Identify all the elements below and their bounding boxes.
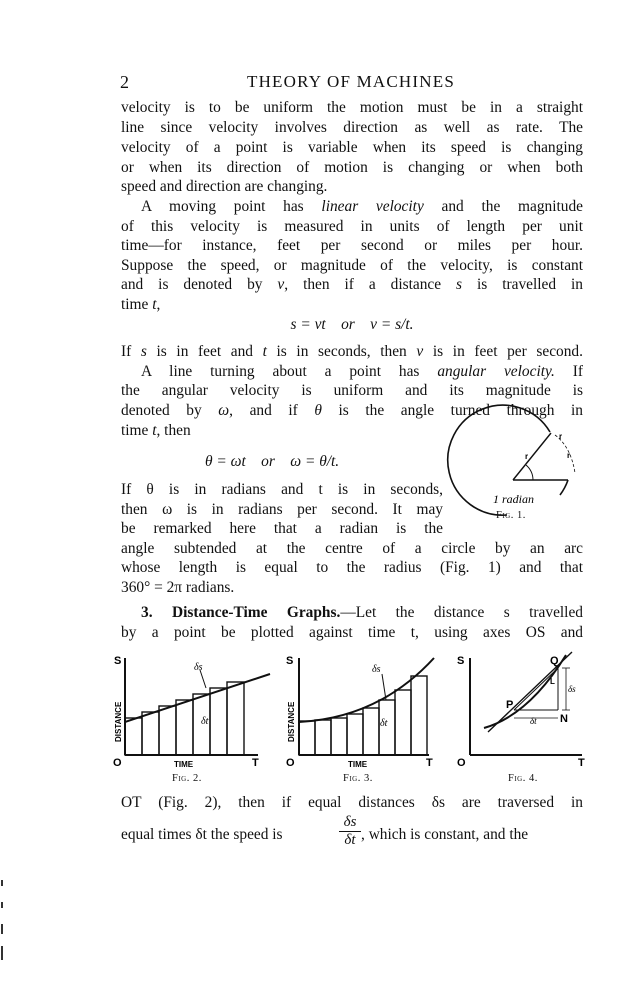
svg-text:δt: δt	[530, 716, 537, 726]
section-heading-line: 3. Distance-Time Graphs.—Let the distance s travelled	[141, 604, 583, 621]
text-line: Suppose the speed, or magnitude of the velocity, is constant	[121, 257, 583, 274]
text-line: time t, then	[121, 422, 191, 439]
text-line: whose length is equal to the radius (Fig. 1) and that	[121, 559, 583, 576]
page-number: 2	[120, 72, 129, 92]
svg-text:δs: δs	[568, 684, 576, 694]
text-line: denoted by ω, and if θ is the angle turned through in	[121, 402, 583, 419]
svg-text:S: S	[114, 655, 122, 667]
text-line: velocity of a point is variable when its speed is changing	[121, 139, 583, 156]
fig-1-label: 1 radian	[493, 492, 535, 506]
text-line: If θ is in radians and t is in seconds,	[121, 481, 443, 498]
curved-graph	[299, 658, 434, 722]
svg-text:DISTANCE: DISTANCE	[114, 701, 123, 742]
svg-text:O: O	[457, 757, 466, 769]
text-line: and is denoted by v, then if a distance s is travelled in	[121, 276, 583, 293]
text-line: by a point be plotted against time t, using axes OS and	[121, 624, 583, 641]
step-rectangles	[299, 676, 427, 755]
text-line: or when its direction of motion is changing or when both	[121, 159, 583, 176]
equation: θ = ωt or ω = θ/t.	[205, 453, 340, 470]
svg-text:δs: δs	[194, 662, 203, 673]
figure-4-tangent-graph	[454, 650, 589, 768]
svg-text:δt: δt	[201, 716, 209, 727]
text-line: line since velocity involves direction as well as rate. The	[121, 119, 583, 136]
binding-marks	[0, 880, 4, 970]
straight-line-graph	[125, 674, 270, 722]
svg-text:T: T	[252, 757, 259, 769]
text-line: angle subtended at the centre of a circle by an arc	[121, 540, 583, 557]
figure-1-caption: Fig. 1.	[496, 510, 526, 521]
svg-text:Q: Q	[550, 655, 559, 667]
running-title: THEORY OF MACHINES	[247, 72, 455, 91]
text-line: time t,	[121, 296, 161, 313]
radian-circle-arc-lower	[560, 480, 568, 495]
text-line: time—for instance, feet per second or miles per hour.	[121, 237, 583, 254]
svg-text:δt: δt	[380, 718, 388, 729]
page-header	[118, 70, 584, 94]
svg-text:P: P	[506, 699, 514, 711]
svg-text:O: O	[286, 757, 295, 769]
figure-1-radian-diagram	[455, 425, 585, 515]
chord-pq	[514, 668, 558, 710]
equation: s = vt or v = s/t.	[290, 316, 414, 333]
figure-2-caption: Fig. 2.	[172, 773, 202, 784]
svg-text:TIME: TIME	[174, 760, 194, 769]
fraction-ds-dt	[339, 815, 361, 848]
svg-text:r: r	[567, 451, 571, 460]
svg-text:S: S	[457, 655, 465, 667]
svg-text:T: T	[578, 757, 585, 769]
svg-text:δs: δs	[372, 664, 381, 675]
text-line: OT (Fig. 2), then if equal distances δs are traversed in	[121, 794, 583, 811]
angle-arc	[526, 465, 533, 480]
svg-text:S: S	[286, 655, 294, 667]
text-line: velocity is to be uniform the motion must be in a straight	[121, 99, 583, 116]
figure-3-distance-time-graph	[284, 650, 444, 768]
text-line: of this velocity is measured in units of length per unit	[121, 218, 583, 235]
text-line: speed and direction are changing.	[121, 178, 328, 195]
text-line: be remarked here that a radian is the	[121, 520, 443, 537]
text-line: A moving point has linear velocity and the magnitude	[141, 198, 583, 215]
step-rectangles	[125, 682, 244, 755]
text-line: equal times δt the speed is	[121, 826, 283, 843]
svg-text:N: N	[560, 713, 568, 725]
text-line: If s is in feet and t is in seconds, then v is in feet per second.	[121, 343, 583, 360]
text-line: , which is constant, and the	[361, 826, 529, 843]
svg-text:T: T	[426, 757, 433, 769]
figure-4-caption: Fig. 4.	[508, 773, 538, 784]
svg-text:r: r	[559, 432, 563, 441]
svg-text:O: O	[113, 757, 122, 769]
fraction-denominator: δt	[344, 832, 356, 848]
fraction-numerator: δs	[343, 814, 357, 830]
text-line: then ω is in radians per second. It may	[121, 501, 443, 518]
text-line: A line turning about a point has angular velocity. If	[141, 363, 583, 380]
text-line: the angular velocity is uniform and its magnitude is	[121, 382, 583, 399]
figure-2-distance-time-graph	[110, 650, 275, 768]
svg-text:DISTANCE: DISTANCE	[287, 701, 296, 742]
svg-text:TIME: TIME	[348, 760, 368, 769]
arc-dimension	[555, 435, 575, 473]
svg-text:r: r	[525, 452, 529, 461]
figure-3-caption: Fig. 3.	[343, 773, 373, 784]
text-line: 360° = 2π radians.	[121, 579, 235, 596]
svg-text:L: L	[550, 677, 555, 686]
